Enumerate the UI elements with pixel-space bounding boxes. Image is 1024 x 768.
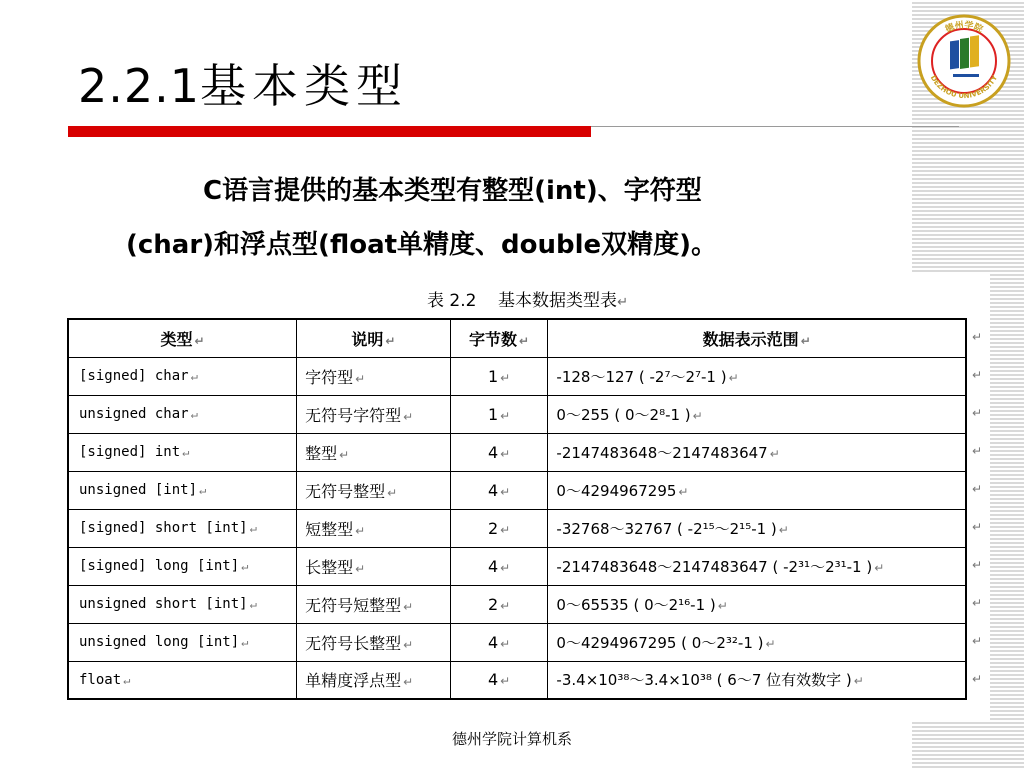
paragraph-mark-icon: ↵	[972, 330, 983, 344]
paragraph-mark-icon: ↵	[728, 370, 739, 385]
paragraph-mark-icon: ↵	[194, 333, 205, 348]
paragraph-mark-icon: ↵	[355, 371, 366, 386]
paragraph-mark-icon: ↵	[500, 446, 511, 461]
paragraph-mark-icon: ↵	[972, 672, 983, 686]
table-caption	[427, 286, 628, 311]
paragraph-mark-icon: ↵	[853, 674, 864, 689]
paragraph-mark-icon: ↵	[972, 368, 983, 382]
cell-bytes: 1 ↵	[450, 395, 548, 433]
paragraph-mark-icon: ↵	[500, 408, 511, 423]
logo-text-top: 德州学院	[943, 20, 985, 36]
paragraph-mark-icon: ↵	[355, 523, 366, 538]
paragraph-mark-icon: ↵	[692, 408, 703, 423]
cell-range: -2147483648～2147483647 ↵	[548, 433, 966, 471]
paragraph-mark-icon: ↵	[500, 598, 511, 613]
paragraph-mark-icon: ↵	[190, 369, 198, 383]
intro-paragraph	[60, 164, 930, 272]
cell-type: unsigned long [int] ↵	[68, 623, 297, 661]
data-types-table	[67, 318, 967, 700]
paragraph-mark-icon: ↵	[500, 484, 511, 499]
slide-footer: 德州学院计算机系	[451, 730, 572, 748]
cell-desc: 短整型 ↵	[297, 509, 451, 547]
paragraph-mark-icon: ↵	[500, 560, 511, 575]
paragraph-mark-icon: ↵	[972, 520, 983, 534]
cell-desc: 无符号长整型 ↵	[297, 623, 451, 661]
cell-bytes: 4 ↵	[450, 547, 548, 585]
cell-range: -3.4×10³⁸～3.4×10³⁸ ( 6～7 位有效数字 ) ↵	[548, 661, 966, 699]
logo-text-bottom: DEZHOU UNIVERSITY	[928, 74, 1000, 101]
paragraph-mark-icon: ↵	[355, 561, 366, 576]
table-row	[68, 661, 966, 699]
paragraph-mark-icon: ↵	[717, 598, 728, 613]
cell-type: [signed] long [int] ↵	[68, 547, 297, 585]
cell-desc: 无符号字符型 ↵	[297, 395, 451, 433]
paragraph-mark-icon: ↵	[972, 596, 983, 610]
paragraph-mark-icon: ↵	[249, 521, 257, 535]
paragraph-mark-icon: ↵	[403, 675, 414, 690]
cell-bytes: 4 ↵	[450, 471, 548, 509]
table-row	[68, 357, 966, 395]
cell-bytes: 2 ↵	[450, 585, 548, 623]
paragraph-mark-icon: ↵	[678, 484, 689, 499]
paragraph-mark-icon: ↵	[241, 635, 249, 649]
paragraph-mark-icon: ↵	[769, 446, 780, 461]
cell-range: -2147483648～2147483647 ( -2³¹～2³¹-1 ) ↵	[548, 547, 966, 585]
title-gray-rule	[591, 126, 959, 127]
cell-range: 0～4294967295 ( 0～2³²-1 ) ↵	[548, 623, 966, 661]
paragraph-mark-icon: ↵	[385, 333, 396, 348]
cell-range: -32768～32767 ( -2¹⁵～2¹⁵-1 ) ↵	[548, 509, 966, 547]
paragraph-mark-icon: ↵	[241, 559, 249, 573]
paragraph-mark-icon: ↵	[972, 634, 983, 648]
paragraph-mark-icon: ↵	[500, 674, 511, 689]
table-row	[68, 509, 966, 547]
paragraph-mark-icon: ↵	[972, 406, 983, 420]
table-row	[68, 471, 966, 509]
title-text: 基本类型	[200, 59, 409, 113]
paragraph-mark-icon: ↵	[199, 483, 207, 497]
cell-desc: 长整型 ↵	[297, 547, 451, 585]
table-row	[68, 547, 966, 585]
table-row	[68, 623, 966, 661]
table-row	[68, 433, 966, 471]
cell-bytes: 4 ↵	[450, 623, 548, 661]
paragraph-mark-icon: ↵	[519, 333, 530, 348]
cell-desc: 字符型 ↵	[297, 357, 451, 395]
paragraph-mark-icon: ↵	[617, 295, 628, 310]
paragraph-mark-icon: ↵	[874, 560, 885, 575]
paragraph-mark-icon: ↵	[403, 409, 414, 424]
paragraph-mark-icon: ↵	[765, 636, 776, 651]
cell-desc: 单精度浮点型 ↵	[297, 661, 451, 699]
intro-line-2: (char)和浮点型(float单精度、double双精度)。	[126, 230, 718, 260]
paragraph-mark-icon: ↵	[339, 447, 350, 462]
cell-type: unsigned [int] ↵	[68, 471, 297, 509]
cell-desc: 无符号整型 ↵	[297, 471, 451, 509]
header-bytes: 字节数 ↵	[450, 319, 548, 357]
row-end-marks	[972, 318, 988, 698]
cell-range: 0～65535 ( 0～2¹⁶-1 ) ↵	[548, 585, 966, 623]
cell-range: 0～255 ( 0～2⁸-1 ) ↵	[548, 395, 966, 433]
header-desc: 说明 ↵	[297, 319, 451, 357]
paragraph-mark-icon: ↵	[972, 482, 983, 496]
paragraph-mark-icon: ↵	[403, 599, 414, 614]
cell-bytes: 4 ↵	[450, 661, 548, 699]
slide-title	[78, 50, 408, 116]
paragraph-mark-icon: ↵	[500, 522, 511, 537]
cell-desc: 整型 ↵	[297, 433, 451, 471]
paragraph-mark-icon: ↵	[972, 558, 983, 572]
cell-bytes: 1 ↵	[450, 357, 548, 395]
paragraph-mark-icon: ↵	[500, 370, 511, 385]
cell-type: [signed] short [int] ↵	[68, 509, 297, 547]
cell-type: unsigned char ↵	[68, 395, 297, 433]
paragraph-mark-icon: ↵	[190, 407, 198, 421]
cell-range: -128～127 ( -2⁷～2⁷-1 ) ↵	[548, 357, 966, 395]
paragraph-mark-icon: ↵	[182, 445, 190, 459]
cell-desc: 无符号短整型 ↵	[297, 585, 451, 623]
table-caption-text: 表 2.2 基本数据类型表	[427, 291, 618, 311]
table-header-row	[68, 319, 966, 357]
paragraph-mark-icon: ↵	[500, 636, 511, 651]
cell-type: unsigned short [int] ↵	[68, 585, 297, 623]
paragraph-mark-icon: ↵	[123, 672, 131, 687]
intro-line-1: C语言提供的基本类型有整型(int)、字符型	[203, 176, 702, 206]
cell-range: 0～4294967295 ↵	[548, 471, 966, 509]
header-range: 数据表示范围 ↵	[548, 319, 966, 357]
cell-bytes: 4 ↵	[450, 433, 548, 471]
cell-type: float ↵	[68, 661, 297, 699]
header-type: 类型 ↵	[68, 319, 297, 357]
cell-type: [signed] int ↵	[68, 433, 297, 471]
table-row	[68, 395, 966, 433]
paragraph-mark-icon: ↵	[972, 444, 983, 458]
table-row	[68, 585, 966, 623]
title-number: 2.2.1	[78, 59, 201, 113]
cell-bytes: 2 ↵	[450, 509, 548, 547]
paragraph-mark-icon: ↵	[800, 333, 811, 348]
paragraph-mark-icon: ↵	[403, 637, 414, 652]
cell-type: [signed] char ↵	[68, 357, 297, 395]
paragraph-mark-icon: ↵	[249, 597, 257, 611]
title-red-rule	[68, 126, 591, 137]
paragraph-mark-icon: ↵	[778, 522, 789, 537]
paragraph-mark-icon: ↵	[387, 485, 398, 500]
university-logo	[917, 14, 1011, 108]
